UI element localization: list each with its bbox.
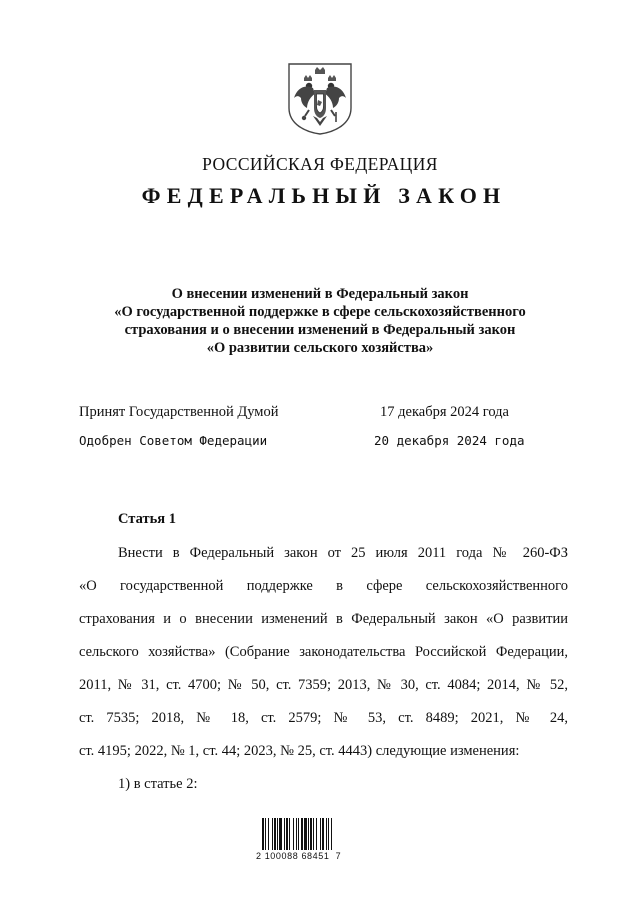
law-title-line: «О государственной поддержке в сфере сельскохозяйственного xyxy=(114,304,526,320)
law-title xyxy=(60,285,580,357)
approved-by-council-label: Одобрен Советом Федерации xyxy=(79,433,268,448)
approved-by-council-date: 20 декабря 2024 года xyxy=(374,433,525,448)
article-item: 1) в статье 2: xyxy=(118,776,198,792)
article-text-line: «О государственной поддержке в сфере сельскохозяйственного xyxy=(79,578,568,594)
article-text-line: ст. 4195; 2022, № 1, ст. 44; 2023, № 25, ст. 4443) следующие изменения: xyxy=(79,743,520,759)
article-text-line: сельского хозяйства» (Собрание законодательства Российской Федерации, xyxy=(79,644,568,660)
country-name: РОССИЙСКАЯ ФЕДЕРАЦИЯ xyxy=(202,154,438,174)
law-title-line: «О развитии сельского хозяйства» xyxy=(206,340,434,356)
double-headed-eagle-emblem-icon xyxy=(287,62,353,136)
article-text-line: Внести в Федеральный закон от 25 июля 2011 года № 260-ФЗ xyxy=(118,545,568,561)
document-type: ФЕДЕРАЛЬНЫЙ ЗАКОН xyxy=(141,183,507,208)
article-text-line: ст. 7535; 2018, № 18, ст. 2579; № 53, ст. 8489; 2021, № 24, xyxy=(79,710,568,726)
article-heading: Статья 1 xyxy=(118,511,176,527)
barcode-number: 2 100088 68451 7 xyxy=(256,851,342,861)
law-title-line: страхования и о внесении изменений в Федеральный закон xyxy=(124,322,516,338)
article-text-line: 2011, № 31, ст. 4700; № 50, ст. 7359; 2013, № 30, ст. 4084; 2014, № 52, xyxy=(79,677,568,693)
article-text-line: страхования и о внесении изменений в Федеральный закон «О развитии xyxy=(79,611,568,627)
adopted-by-duma-date: 17 декабря 2024 года xyxy=(380,404,509,420)
barcode-icon xyxy=(262,818,374,850)
law-title-line: О внесении изменений в Федеральный закон xyxy=(171,286,469,302)
adopted-by-duma-label: Принят Государственной Думой xyxy=(79,404,279,420)
